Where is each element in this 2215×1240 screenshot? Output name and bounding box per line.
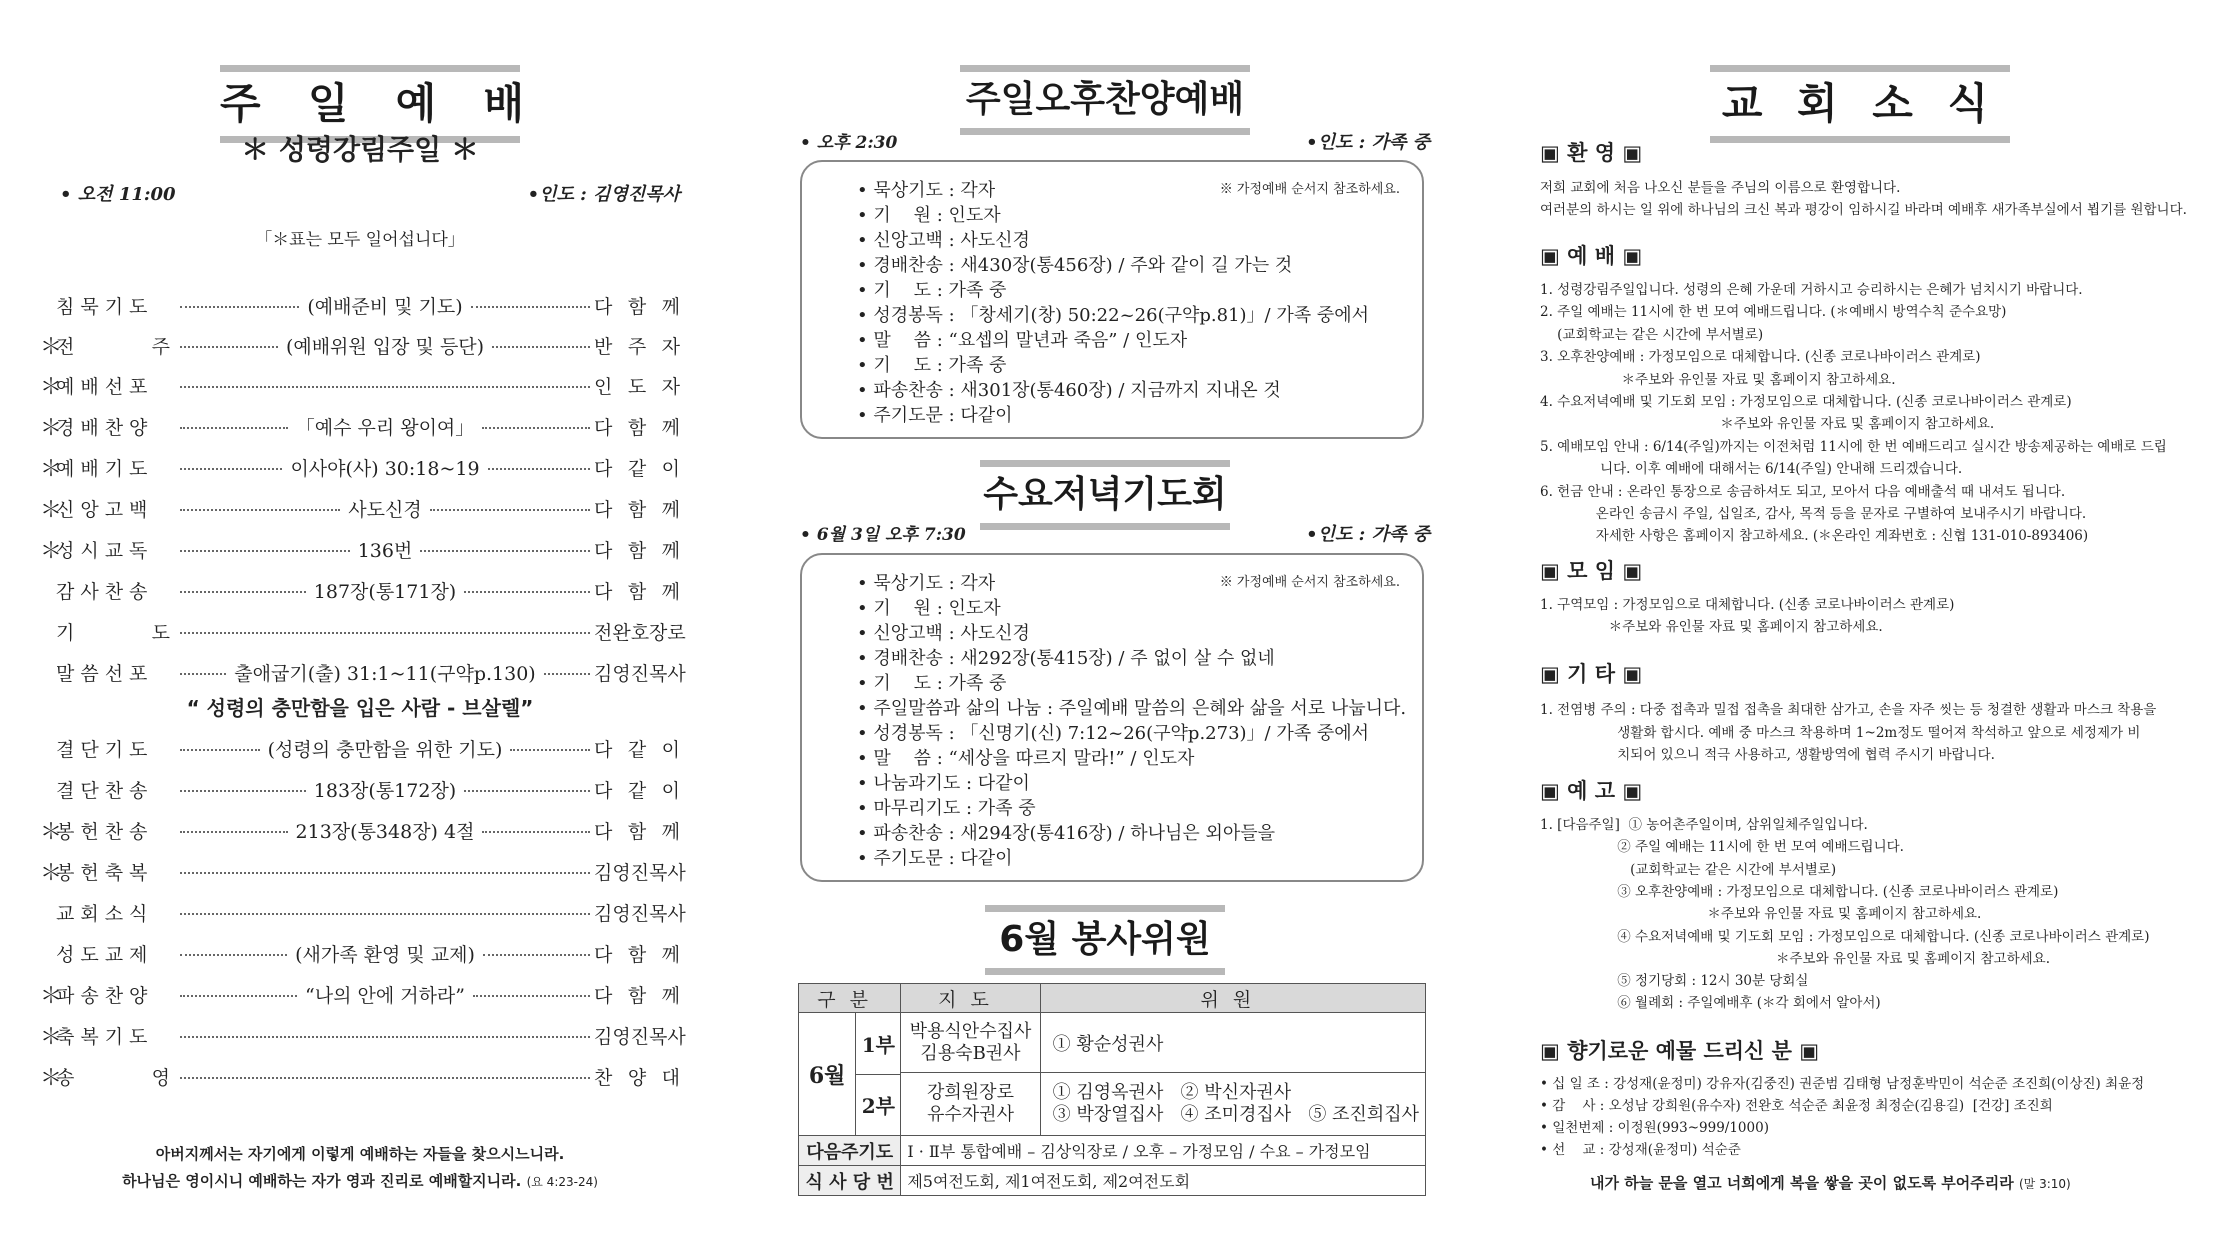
standing-mark: ＊ bbox=[40, 374, 63, 400]
order-item-name: 교회소식 bbox=[56, 902, 154, 925]
order-item-name: 성도교제 bbox=[56, 943, 154, 966]
order-item-person: 인 도 자 bbox=[594, 375, 680, 398]
header-guide: 지도 bbox=[901, 984, 1040, 1013]
leader-dots bbox=[420, 550, 590, 552]
worship-order-row bbox=[40, 810, 680, 850]
standing-mark: ＊ bbox=[40, 456, 63, 482]
afternoon-order-item: • 말 씀 : “요셉의 말년과 죽음” / 인도자 bbox=[857, 330, 1188, 351]
worship-order-row bbox=[40, 325, 680, 365]
sermon-title: “ 성령의 충만함을 입은 사람 - 브살렐” bbox=[186, 696, 534, 720]
order-item-detail: 187장(통171장) bbox=[313, 580, 457, 603]
worship-line: ＊주보와 유인물 자료 및 홈페이지 참고하세요. bbox=[1540, 416, 1995, 433]
wednesday-title: 수요저녁기도회 bbox=[983, 474, 1227, 515]
worship-line: 1. 성령강림주일입니다. 성령의 은혜 가운데 거하시고 승리하시는 은혜가 넘치시기 바랍니다. bbox=[1540, 282, 2083, 298]
worship-time: • 오전 11:00 bbox=[60, 184, 176, 205]
leader-dots bbox=[180, 346, 278, 348]
worship-leader: •인도 : 김영진목사 bbox=[527, 184, 680, 205]
order-item-name: 신앙고백 bbox=[56, 498, 154, 521]
title-bar-bottom bbox=[980, 523, 1230, 530]
worship-order-row bbox=[40, 851, 686, 891]
worship-order-row bbox=[40, 1056, 680, 1096]
footer-verse-line1: 아버지께서는 자기에게 이렇게 예배하는 자들을 찾으시느니라. bbox=[155, 1145, 565, 1163]
afternoon-order-item: • 신앙고백 : 사도신경 bbox=[857, 230, 1030, 251]
notice-line: ④ 수요저녁예배 및 기도회 모임 : 가정모임으로 대체합니다. (신종 코로나바이러스 관계로) bbox=[1540, 928, 2150, 945]
part2-members-1: ① 김영옥권사 ② 박신자권사 bbox=[1052, 1082, 1292, 1104]
notice-line: ⑤ 정기당회 : 12시 30분 당회실 bbox=[1540, 973, 1809, 990]
order-item-name: 성시교독 bbox=[56, 539, 154, 562]
afternoon-order-item: • 경배찬송 : 새430장(통456장) / 주와 같이 길 가는 것 bbox=[857, 255, 1293, 276]
leader-dots bbox=[180, 1036, 590, 1038]
leader-dots bbox=[471, 306, 590, 308]
order-item-name: 파송찬양 bbox=[56, 984, 154, 1007]
wednesday-time: • 6월 3일 오후 7:30 bbox=[800, 525, 966, 545]
wednesday-order-item: • 주일말씀과 삶의 나눔 : 주일예배 말씀의 은혜와 삶을 서로 나눕니다. bbox=[857, 698, 1407, 719]
order-item-person: 다 같 이 bbox=[594, 457, 681, 480]
order-item-name: 송 영 bbox=[56, 1066, 176, 1089]
leader-dots bbox=[430, 509, 590, 511]
offering-line: • 선 교 : 강성재(윤정미) 석순준 bbox=[1540, 1142, 1741, 1158]
order-item-person: 다 같 이 bbox=[594, 779, 681, 802]
offering-heading: ▣ 향기로운 예물 드리신 분 ▣ bbox=[1540, 1039, 1820, 1063]
standing-mark: ＊ bbox=[40, 334, 63, 360]
order-item-name: 전 주 bbox=[56, 335, 176, 358]
order-item-name: 경배찬양 bbox=[56, 416, 154, 439]
leader-dots bbox=[180, 427, 288, 429]
worship-line: 자세한 사항은 홈페이지 참고하세요. (＊온라인 계좌번호 : 신협 131-010-893406) bbox=[1540, 528, 2089, 545]
leader-dots bbox=[180, 468, 282, 470]
afternoon-order-item: • 기 원 : 인도자 bbox=[857, 205, 1001, 226]
order-item-person: 다 함 께 bbox=[594, 984, 681, 1007]
order-item-person: 찬 양 대 bbox=[594, 1066, 680, 1089]
wednesday-order-box bbox=[800, 553, 1424, 882]
footer-verse-text: 하나님은 영이시니 예배하는 자가 영과 진리로 예배할지니라. bbox=[122, 1172, 522, 1190]
afternoon-title: 주일오후찬양예배 bbox=[965, 79, 1245, 120]
notice-line: ③ 오후찬양예배 : 가정모임으로 대체합니다. (신종 코로나바이러스 관계로) bbox=[1540, 883, 2059, 900]
worship-heading: ▣ 예 배 ▣ bbox=[1540, 244, 1643, 268]
standing-mark: ＊ bbox=[40, 819, 63, 845]
afternoon-order-item: • 성경봉독 : 「창세기(창) 50:22~26(구약p.81)」/ 가족 중에서 bbox=[857, 305, 1369, 326]
news-footer-text: 내가 하늘 문을 열고 너희에게 복을 쌓을 곳이 없도록 부어주리라 bbox=[1590, 1174, 2014, 1192]
meeting-line: 1. 구역모임 : 가정모임으로 대체합니다. (신종 코로나바이러스 관계로) bbox=[1540, 597, 1955, 613]
wednesday-order-item: • 기 원 : 인도자 bbox=[857, 598, 1001, 619]
leader-dots bbox=[482, 831, 590, 833]
footer-verse-ref: (요 4:23-24) bbox=[526, 1175, 598, 1189]
leader-dots bbox=[180, 591, 306, 593]
worship-line: 니다. 이후 예배에 대해서는 6/14(주일) 안내해 드리겠습니다. bbox=[1540, 461, 1963, 478]
news-footer-verse bbox=[1590, 1172, 2071, 1193]
worship-line: 6. 헌금 안내 : 온라인 통장으로 송금하셔도 되고, 모아서 다음 예배출석 때 내셔도 됩니다. bbox=[1540, 483, 2066, 500]
leader-dots bbox=[544, 673, 590, 675]
order-item-name: 봉헌찬송 bbox=[56, 820, 154, 843]
afternoon-leader: •인도 : 가족 중 bbox=[1306, 132, 1430, 153]
wednesday-order-item: • 나눔과기도 : 다같이 bbox=[857, 773, 1030, 794]
order-item-detail: 「예수 우리 왕이여」 bbox=[295, 416, 475, 439]
offering-line: • 십 일 조 : 강성재(윤정미) 강유자(김중진) 권준범 김태형 남정훈박민이 석순준 조진희(이상진) 최윤정 bbox=[1540, 1076, 2145, 1092]
leader-dots bbox=[180, 386, 590, 388]
part1-members: ① 황순성권사 bbox=[1040, 1013, 1425, 1073]
notice-line: ⑥ 월례회 : 주일예배후 (＊각 회에서 알아서) bbox=[1540, 995, 1881, 1012]
title-bar-bottom bbox=[985, 968, 1225, 975]
order-item-detail: 136번 bbox=[357, 539, 413, 562]
wednesday-order-item: • 파송찬송 : 새294장(통416장) / 하나님은 외아들을 bbox=[857, 823, 1276, 844]
leader-dots bbox=[483, 954, 590, 956]
order-item-name: 예배선포 bbox=[56, 375, 154, 398]
order-item-detail: 출애굽기(출) 31:1~11(구약p.130) bbox=[234, 662, 536, 685]
news-title: 교 회 소 식 bbox=[1721, 79, 1999, 128]
standing-note: 「＊표는 모두 일어섭니다」 bbox=[255, 230, 465, 250]
order-item-detail: (예배준비 및 기도) bbox=[307, 295, 463, 318]
worship-line: 3. 오후찬양예배 : 가정모임으로 대체합니다. (신종 코로나바이러스 관계로) bbox=[1540, 349, 1981, 366]
header-category: 구분 bbox=[799, 984, 901, 1013]
leader-dots bbox=[492, 346, 590, 348]
wednesday-order-item: • 성경봉독 : 「신명기(신) 7:12~26(구약p.273)」/ 가족 중에서 bbox=[857, 723, 1369, 744]
worship-order-row bbox=[40, 652, 686, 692]
notice-line: 1. [다음주일] ① 농어촌주일이며, 삼위일체주일입니다. bbox=[1540, 817, 1868, 833]
part2-label: 2부 bbox=[861, 1094, 895, 1119]
order-item-person: 다 함 께 bbox=[594, 295, 681, 318]
notice-line: ＊주보와 유인물 자료 및 홈페이지 참고하세요. bbox=[1540, 906, 1982, 923]
worship-order-row bbox=[40, 974, 680, 1014]
wednesday-order-item: • 신앙고백 : 사도신경 bbox=[857, 623, 1030, 644]
afternoon-order-item: • 주기도문 : 다같이 bbox=[857, 405, 1013, 426]
etc-line: 1. 전염병 주의 : 다중 접촉과 밀접 접촉을 최대한 삼가고, 손을 자주 씻는 등 청결한 생활과 마스크 착용을 bbox=[1540, 702, 2157, 718]
order-item-detail: “나의 안에 거하라” bbox=[305, 984, 465, 1007]
notice-line: (교회학교는 같은 시간에 부서별로) bbox=[1540, 861, 1837, 878]
worship-order-row bbox=[40, 728, 680, 768]
sunday-worship-title: 주 일 예 배 bbox=[220, 79, 531, 128]
order-item-person: 다 함 께 bbox=[594, 943, 680, 966]
worship-order-row bbox=[40, 892, 686, 932]
standing-mark: ＊ bbox=[40, 983, 63, 1009]
etc-line: 치되어 있으니 적극 사용하고, 생활방역에 협력 주시기 바랍니다. bbox=[1540, 747, 1995, 763]
worship-order-row bbox=[40, 406, 680, 446]
order-item-detail: (예배위원 입장 및 등단) bbox=[285, 335, 485, 358]
service-table bbox=[798, 983, 1426, 1196]
leader-dots bbox=[482, 427, 590, 429]
worship-order-row bbox=[40, 611, 686, 651]
worship-order-row bbox=[40, 365, 680, 405]
order-item-person: 반 주 자 bbox=[594, 335, 681, 358]
wednesday-order-item: • 말 씀 : “세상을 따르지 말라!” / 인도자 bbox=[857, 748, 1195, 769]
worship-subtitle: ＊ 성령강림주일 ＊ bbox=[241, 133, 479, 166]
order-item-person: 다 함 께 bbox=[594, 820, 680, 843]
wednesday-order-item: • 기 도 : 가족 중 bbox=[857, 673, 1007, 694]
part1-label: 1부 bbox=[856, 1013, 900, 1075]
table-row bbox=[799, 1136, 1426, 1166]
worship-line: 2. 주일 예배는 11시에 한 번 모여 예배드립니다. (＊예배시 방역수칙 준수요망) bbox=[1540, 304, 2007, 321]
afternoon-note: ※ 가정예배 순서지 참조하세요. bbox=[1219, 182, 1400, 197]
afternoon-order-item: • 파송찬송 : 새301장(통460장) / 지금까지 지내온 것 bbox=[857, 380, 1281, 401]
worship-order-row bbox=[40, 570, 680, 610]
part2-guide-1: 강희원장로 bbox=[927, 1082, 1014, 1104]
service-table-header bbox=[799, 984, 1426, 1013]
worship-line: ＊주보와 유인물 자료 및 홈페이지 참고하세요. bbox=[1540, 371, 1896, 388]
afternoon-time: • 오후 2:30 bbox=[800, 133, 898, 153]
afternoon-title-box bbox=[960, 65, 1250, 135]
order-item-detail: (성령의 충만함을 위한 기도) bbox=[267, 738, 503, 761]
part2-members-2: ③ 박장열집사 ④ 조미경집사 ⑤ 조진희집사 bbox=[1052, 1104, 1419, 1126]
part2-guide bbox=[901, 1073, 1040, 1136]
order-item-person: 다 함 께 bbox=[594, 498, 681, 521]
worship-order-row bbox=[40, 285, 680, 325]
title-bar-top bbox=[220, 65, 520, 72]
news-footer-ref: (말 3:10) bbox=[2018, 1177, 2071, 1191]
month-label: 6월 bbox=[808, 1062, 846, 1089]
worship-line: 4. 수요저녁예배 및 기도회 모임 : 가정모임으로 대체합니다. (신종 코로나바이러스 관계로) bbox=[1540, 394, 2072, 410]
welcome-heading: ▣ 환 영 ▣ bbox=[1540, 141, 1643, 165]
part1-guide-2: 김용숙B권사 bbox=[920, 1042, 1021, 1064]
etc-line: 생활화 합시다. 예배 중 마스크 착용하며 1~2m정도 떨어져 착석하고 앞으로 세정제가 비 bbox=[1540, 724, 2141, 741]
worship-line: 온라인 송금시 주일, 십일조, 감사, 목적 등을 문자로 구별하여 보내주시기 바랍니다. bbox=[1540, 506, 2087, 522]
worship-line: (교회학교는 같은 시간에 부서별로) bbox=[1540, 326, 1764, 343]
order-item-person: 김영진목사 bbox=[594, 861, 686, 884]
title-bar-bottom bbox=[1710, 136, 2010, 143]
leader-dots bbox=[180, 749, 260, 751]
order-item-person: 다 함 께 bbox=[594, 539, 680, 562]
standing-mark: ＊ bbox=[40, 1024, 63, 1050]
order-item-person: 김영진목사 bbox=[594, 662, 686, 685]
part2-members bbox=[1040, 1073, 1425, 1136]
leader-dots bbox=[180, 995, 297, 997]
leader-dots bbox=[180, 673, 226, 675]
order-item-name: 침묵기도 bbox=[56, 295, 154, 318]
header-members: 위원 bbox=[1040, 984, 1425, 1013]
welcome-line: 저희 교회에 처음 나오신 분들을 주님의 이름으로 환영합니다. bbox=[1540, 180, 1901, 196]
order-item-detail: 사도신경 bbox=[348, 498, 422, 521]
worship-order-row bbox=[40, 488, 680, 528]
table-row bbox=[799, 1013, 1426, 1073]
table-row bbox=[799, 1166, 1426, 1196]
title-bar-bottom bbox=[960, 128, 1250, 135]
next-prayer-label: 다음주기도 bbox=[799, 1136, 901, 1166]
title-bar-top bbox=[1710, 65, 2010, 72]
month-cell bbox=[799, 1013, 901, 1136]
wednesday-order-item: • 경배찬송 : 새292장(통415장) / 주 없이 살 수 없네 bbox=[857, 648, 1275, 669]
worship-order-row bbox=[40, 1015, 686, 1055]
title-bar-top bbox=[980, 460, 1230, 467]
wednesday-leader: •인도 : 가족 중 bbox=[1306, 524, 1430, 545]
etc-heading: ▣ 기 타 ▣ bbox=[1540, 662, 1643, 686]
offering-line: • 감 사 : 오성남 강희원(유수자) 전완호 석순준 최윤정 최정순(김용길) [건강] 조진희 bbox=[1540, 1098, 2053, 1114]
service-title: 6월 봉사위원 bbox=[999, 919, 1211, 960]
wednesday-order-item: • 주기도문 : 다같이 bbox=[857, 848, 1013, 869]
worship-line: 5. 예배모임 안내 : 6/14(주일)까지는 이전처럼 11시에 한 번 예배드리고 실시간 방송제공하는 예배로 드립 bbox=[1540, 438, 2167, 455]
wednesday-title-box bbox=[980, 460, 1230, 530]
meeting-line: ＊주보와 유인물 자료 및 홈페이지 참고하세요. bbox=[1540, 619, 1883, 635]
standing-mark: ＊ bbox=[40, 415, 63, 441]
order-item-detail: 183장(통172장) bbox=[313, 779, 457, 802]
notice-line: ＊주보와 유인물 자료 및 홈페이지 참고하세요. bbox=[1540, 950, 2051, 967]
leader-dots bbox=[180, 306, 299, 308]
meal-duty-value: 제5여전도회, 제1여전도회, 제2여전도회 bbox=[901, 1166, 1426, 1196]
order-item-name: 봉헌축복 bbox=[56, 861, 154, 884]
order-item-name: 감사찬송 bbox=[56, 580, 154, 603]
leader-dots bbox=[180, 790, 306, 792]
leader-dots bbox=[180, 632, 590, 634]
afternoon-order-item: • 묵상기도 : 각자 bbox=[857, 180, 996, 201]
standing-mark: ＊ bbox=[40, 497, 63, 523]
next-prayer-value: Ⅰ · Ⅱ부 통합예배 – 김상익장로 / 오후 – 가정모임 / 수요 – 가정모임 bbox=[901, 1136, 1426, 1166]
title-bar-top bbox=[960, 65, 1250, 72]
part2-guide-2: 유수자권사 bbox=[927, 1104, 1014, 1126]
standing-mark: ＊ bbox=[40, 538, 63, 564]
worship-order-row bbox=[40, 769, 680, 809]
title-bar-top bbox=[985, 905, 1225, 912]
standing-mark: ＊ bbox=[40, 1065, 63, 1091]
leader-dots bbox=[180, 509, 340, 511]
afternoon-order-item: • 기 도 : 가족 중 bbox=[857, 280, 1007, 301]
meal-duty-label: 식 사 당 번 bbox=[799, 1166, 901, 1196]
leader-dots bbox=[473, 995, 590, 997]
leader-dots bbox=[464, 790, 590, 792]
standing-mark: ＊ bbox=[40, 860, 63, 886]
part1-guide-1: 박용식안수집사 bbox=[909, 1020, 1032, 1042]
order-item-name: 기 도 bbox=[56, 621, 176, 644]
footer-verse-line2 bbox=[0, 1170, 720, 1191]
leader-dots bbox=[510, 749, 590, 751]
leader-dots bbox=[180, 913, 590, 915]
leader-dots bbox=[180, 954, 287, 956]
part1-guide bbox=[901, 1013, 1040, 1073]
leader-dots bbox=[464, 591, 590, 593]
wednesday-order-item: • 마무리기도 : 가족 중 bbox=[857, 798, 1036, 819]
order-item-detail: (새가족 환영 및 교제) bbox=[295, 943, 475, 966]
welcome-line: 여러분의 하시는 일 위에 하나님의 크신 복과 평강이 임하시길 바라며 예배후 새가족부실에서 뵙기를 원합니다. bbox=[1540, 202, 2187, 218]
worship-order-row bbox=[40, 529, 680, 569]
order-item-name: 결단찬송 bbox=[56, 779, 154, 802]
notice-heading: ▣ 예 고 ▣ bbox=[1540, 779, 1643, 803]
notice-line: ② 주일 예배는 11시에 한 번 모여 예배드립니다. bbox=[1540, 839, 1904, 856]
order-item-person: 다 함 께 bbox=[594, 580, 681, 603]
afternoon-order-box bbox=[800, 160, 1424, 439]
order-item-name: 축복기도 bbox=[56, 1025, 154, 1048]
wednesday-order-item: • 묵상기도 : 각자 bbox=[857, 573, 996, 594]
order-item-name: 결단기도 bbox=[56, 738, 154, 761]
leader-dots bbox=[180, 550, 350, 552]
order-item-person: 다 함 께 bbox=[594, 416, 680, 439]
order-item-person: 김영진목사 bbox=[594, 1025, 686, 1048]
order-item-detail: 이사야(사) 30:18~19 bbox=[290, 457, 480, 480]
worship-order-row bbox=[40, 447, 680, 487]
order-item-name: 예배기도 bbox=[56, 457, 154, 480]
leader-dots bbox=[180, 872, 590, 874]
meeting-heading: ▣ 모 임 ▣ bbox=[1540, 559, 1643, 583]
order-item-person: 김영진목사 bbox=[594, 902, 686, 925]
offering-line: • 일천번제 : 이정원(993~999/1000) bbox=[1540, 1120, 1769, 1136]
order-item-person: 다 같 이 bbox=[594, 738, 680, 761]
leader-dots bbox=[180, 1077, 590, 1079]
order-item-detail: 213장(통348장) 4절 bbox=[295, 820, 475, 843]
order-item-name: 말씀선포 bbox=[56, 662, 154, 685]
wednesday-note: ※ 가정예배 순서지 참조하세요. bbox=[1219, 575, 1400, 590]
leader-dots bbox=[180, 831, 288, 833]
worship-order-row bbox=[40, 933, 680, 973]
service-title-box bbox=[985, 905, 1225, 975]
order-item-person: 전완호장로 bbox=[594, 621, 686, 644]
leader-dots bbox=[488, 468, 590, 470]
news-title-box bbox=[1710, 65, 2010, 143]
afternoon-order-item: • 기 도 : 가족 중 bbox=[857, 355, 1007, 376]
